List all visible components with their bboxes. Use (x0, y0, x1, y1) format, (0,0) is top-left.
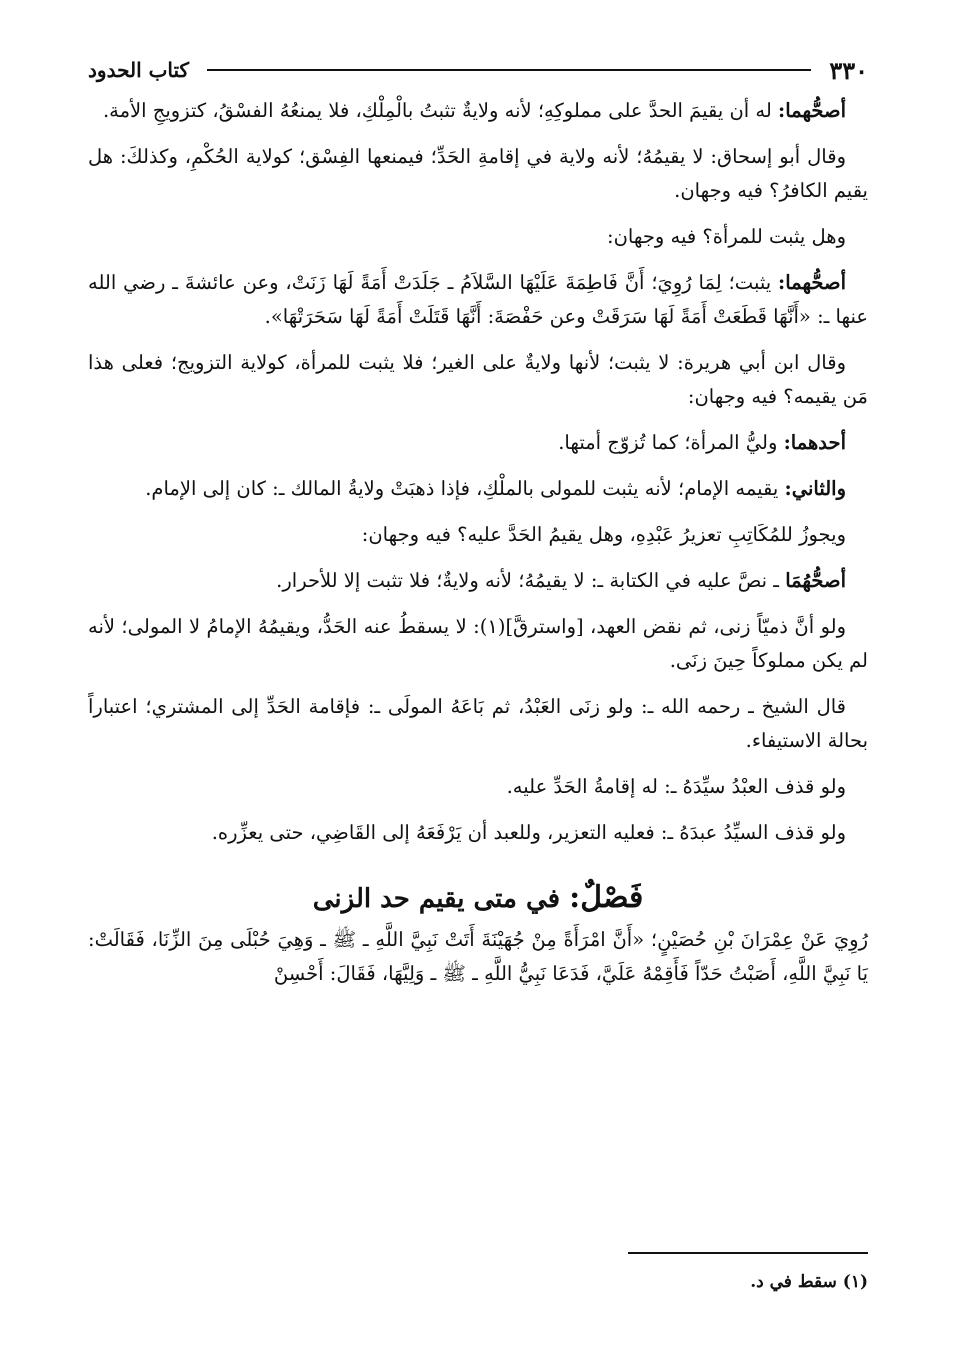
paragraph-text: ـ نصَّ عليه في الكتابة ـ: لا يقيمُهُ؛ لأنه ولايةٌ؛ فلا تثبت إلا للأحرار. (276, 569, 786, 592)
paragraph-text: وهل يثبت للمرأة؟ فيه وجهان: (607, 225, 846, 248)
paragraph (88, 220, 868, 254)
paragraph (88, 610, 868, 678)
paragraph-text: ولو قذف العبْدُ سيِّدَهُ ـ: له إقامةُ الحَدِّ عليه. (506, 775, 846, 798)
section-title: في متى يقيم حد الزنى (312, 884, 570, 914)
paragraph-lead: أصحُّهما: (778, 271, 846, 294)
paragraph-text: ويجوزُ للمُكَاتِبِ تعزيرُ عَبْدِهِ، وهل يقيمُ الحَدَّ عليه؟ فيه وجهان: (361, 523, 846, 546)
paragraph-text: قال الشيخ ـ رحمه الله ـ: ولو زنَى العَبْدُ، ثم بَاعَهُ المولَى ـ: فإقامة الحَدِّ إلى المشتري؛ اعتباراً بحالة الاستيفاء. (88, 695, 868, 752)
paragraph (88, 472, 868, 506)
paragraph (88, 266, 868, 334)
section-heading (88, 878, 868, 919)
body-text (88, 94, 868, 991)
paragraph-text: وقال أبو إسحاق: لا يقيمُهُ؛ لأنه ولاية في إقامةِ الحَدِّ؛ فيمنعها الفِسْق؛ كولاية الحُكْمِ، وكذلكَ: هل يقيم الكافرُ؟ فيه وجهان. (88, 145, 868, 202)
paragraph-text: ولو أنَّ ذميّاً زنى، ثم نقض العهد، [واسترقَّ](١): لا يسقطُ عنه الحَدُّ، ويقيمُهُ الإمامُ لا المولى؛ لأنه لم يكن مملوكاً حِينَ زنَى. (88, 615, 868, 672)
paragraph-text: يقيمه الإمام؛ لأنه يثبت للمولى بالملْكِ، فإذا ذهبَتْ ولايةُ المالك ـ: كان إلى الإمام. (145, 477, 785, 500)
paragraph-lead: أحدهما: (783, 431, 846, 454)
header-rule (207, 69, 811, 71)
paragraph (88, 426, 868, 460)
page (88, 50, 868, 991)
paragraph (88, 94, 868, 128)
hadith-text: رُوِيَ عَنْ عِمْرَانَ بْنِ حُصَيْنٍ؛ «أَنَّ امْرَأَةً مِنْ جُهَيْنَةَ أَتَتْ نَبِيَّ اللَّهِ ـ ﷺ ـ وَهِيَ حُبْلَى مِنَ الزِّنَا، فَقَالَتْ: يَا نَبِيَّ اللَّهِ، أَصَبْتُ حَدّاً فَأَقِمْهُ عَلَيَّ، فَدَعَا نَبِيُّ اللَّهِ ـ ﷺ ـ وَلِيَّهَا، فَقَالَ: أَحْسِنْ (88, 928, 868, 985)
paragraph-lead: أصحُّهما: (778, 99, 846, 122)
paragraph (88, 564, 868, 598)
paragraph-text: وليُّ المرأة؛ كما تُزوّج أمتها. (558, 431, 784, 454)
paragraph (88, 770, 868, 804)
section-lead: فَصْلٌ: (569, 880, 644, 915)
page-header (88, 50, 868, 90)
paragraph-text: له أن يقيمَ الحدَّ على مملوكِهِ؛ لأنه ولايةٌ تثبتُ بالْمِلْكِ، فلا يمنعُهُ الفسْقُ، كتزويجِ الأمة. (102, 99, 779, 122)
paragraph (88, 346, 868, 414)
paragraph (88, 816, 868, 850)
paragraph (88, 518, 868, 552)
paragraph (88, 140, 868, 208)
footnote: (١) سقط في د. (750, 1272, 868, 1292)
book-title: كتاب الحدود (88, 58, 190, 82)
paragraph (88, 690, 868, 758)
footnote-rule (628, 1252, 868, 1254)
paragraph-lead: أصحُّهُمَا (785, 569, 846, 592)
page-number: ٣٣٠ (829, 55, 868, 85)
paragraph-text: وقال ابن أبي هريرة: لا يثبت؛ لأنها ولايةٌ على الغير؛ فلا يثبت للمرأة، كولاية التزويج؛ فعلى هذا مَن يقيمه؟ فيه وجهان: (88, 351, 868, 408)
paragraph-text: ولو قذف السيِّدُ عبدَهُ ـ: فعليه التعزير، وللعبد أن يَرْفَعَهُ إلى القَاضِي، حتى يعزِّره. (211, 821, 846, 844)
paragraph-text: يثبت؛ لِمَا رُوِيَ؛ أَنَّ فَاطِمَةَ عَلَيْهَا السَّلاَمُ ـ جَلَدَتْ أَمَةً لَهَا زَنَتْ، وعن عائشةَ ـ رضي الله عنها ـ: «أَنَّهَا قَطَعَتْ أَمَةً لَهَا سَرَقَتْ وعن حَفْصَةَ: أَنَّهَا قَتَلَتْ أَمَةً لَهَا سَحَرَتْهَا». (88, 271, 868, 328)
paragraph-lead: والثاني: (784, 477, 846, 500)
